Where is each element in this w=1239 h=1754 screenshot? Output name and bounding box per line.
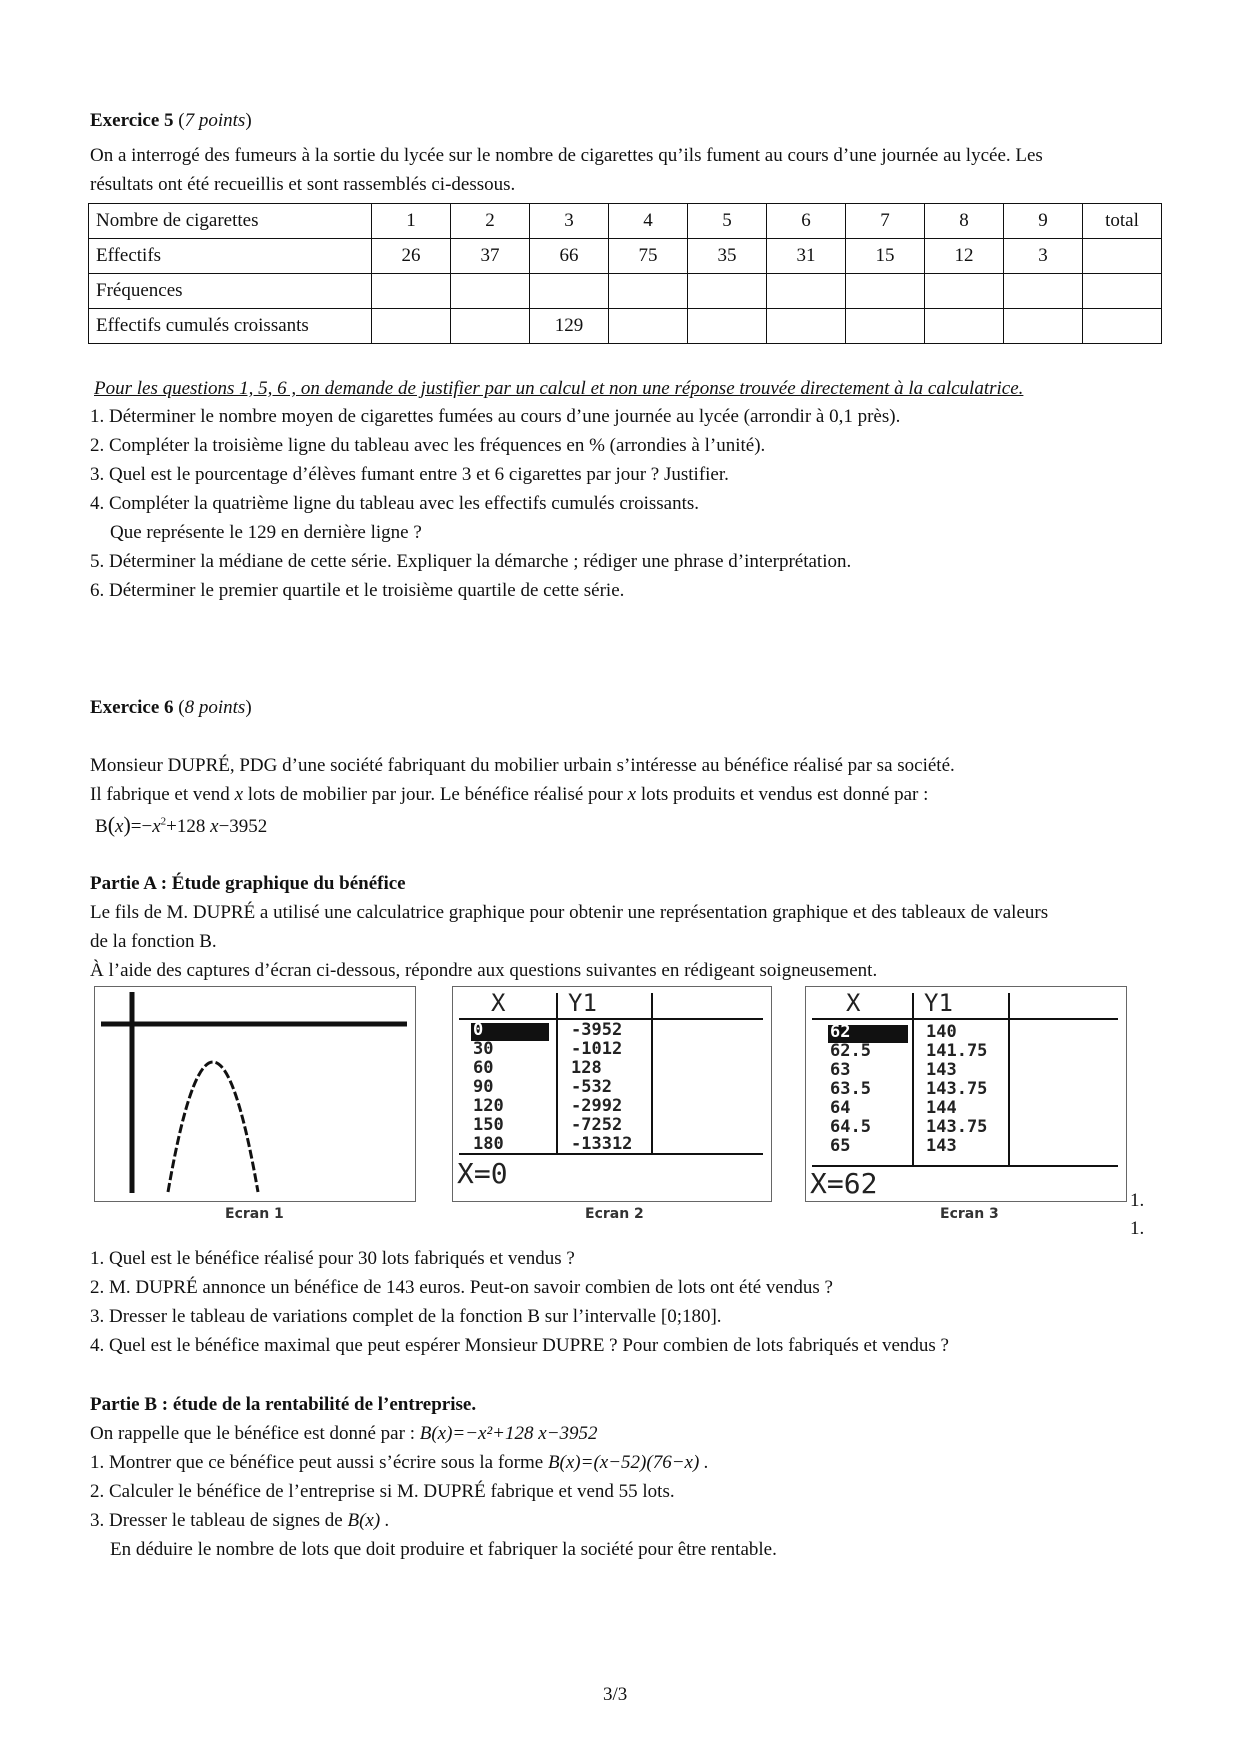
calc-cell: 63.5 <box>830 1079 871 1099</box>
calc-cell: 128 <box>571 1058 602 1078</box>
calc-cell: 143 <box>926 1060 957 1080</box>
ex6-title: Exercice 6 <box>90 697 174 718</box>
table-cell: 9 <box>1004 204 1083 239</box>
t: +128 <box>166 816 211 837</box>
partB-q2: 2. Calculer le bénéfice de l’entreprise si M. DUPRÉ fabrique et vend 55 lots. <box>90 1481 675 1502</box>
table-cell <box>609 274 688 309</box>
partA-q2: 2. M. DUPRÉ annonce un bénéfice de 143 euros. Peut-on savoir combien de lots ont été vendus ? <box>90 1277 833 1298</box>
table-cell <box>451 309 530 344</box>
ex5-q5: 5. Déterminer la médiane de cette série. Expliquer la démarche ; rédiger une phrase d’interprétation. <box>90 551 852 572</box>
table-cell: 129 <box>530 309 609 344</box>
calc-cell: 60 <box>473 1058 494 1078</box>
benefit-formula <box>95 812 267 838</box>
recall-formula: B(x)=−x²+128 x−3952 <box>419 1423 598 1444</box>
table-cell: 3 <box>530 204 609 239</box>
ex5-heading: Exercice 5 (7 points) <box>90 110 252 131</box>
ex6-intro-2 <box>90 784 928 806</box>
partB-recall <box>90 1423 598 1445</box>
row-label: Effectifs <box>89 239 372 274</box>
screen-2-table <box>452 986 772 1202</box>
ex6-heading: Exercice 6 (8 points) <box>90 697 252 718</box>
table-cell <box>451 274 530 309</box>
table-cell <box>609 309 688 344</box>
col-x-header: X <box>491 989 506 1017</box>
col-y-header: Y1 <box>924 989 953 1017</box>
screen-3-table <box>805 986 1127 1202</box>
calc-cell: 141.75 <box>926 1041 988 1061</box>
x-values <box>830 1023 871 1156</box>
table-row <box>89 239 1162 274</box>
row-label: Effectifs cumulés croissants <box>89 309 372 344</box>
ex6-intro-1: Monsieur DUPRÉ, PDG d’une société fabriquant du mobilier urbain s’intéresse au bénéfice réalisé par sa société. <box>90 755 955 776</box>
table-cell: 2 <box>451 204 530 239</box>
factored-formula: B(x)=(x−52)(76−x) . <box>547 1452 709 1473</box>
table-cell <box>372 309 451 344</box>
table-cell: 6 <box>767 204 846 239</box>
row-label: Nombre de cigarettes <box>89 204 372 239</box>
table-cell <box>1083 274 1162 309</box>
col-y-header: Y1 <box>568 989 597 1017</box>
partA-line3: À l’aide des captures d’écran ci-dessous, répondre aux questions suivantes en rédigeant soigneusement. <box>90 960 878 981</box>
calc-cell: -532 <box>571 1077 612 1097</box>
text: lots produits et vendus est donné par : <box>636 784 929 805</box>
calc-cell: 63 <box>830 1060 851 1080</box>
calc-cell: -7252 <box>571 1115 623 1135</box>
calc-cell: 144 <box>926 1098 957 1118</box>
text: Il fabrique et vend <box>90 784 235 805</box>
screen-2-caption: Ecran 2 <box>585 1206 644 1222</box>
calc-cell: 30 <box>473 1039 494 1059</box>
partA-line2: de la fonction B. <box>90 931 217 952</box>
partB-q3 <box>90 1510 390 1532</box>
calc-cell: 0 <box>473 1020 484 1040</box>
calc-cell: 180 <box>473 1134 504 1154</box>
exp: 2 <box>160 815 167 828</box>
x: x <box>210 816 219 837</box>
y-values <box>926 1023 987 1156</box>
calc-cell: 65 <box>830 1136 851 1156</box>
text: 1. Montrer que ce bénéfice peut aussi s’écrire sous la forme <box>90 1452 544 1473</box>
table-cell <box>1004 309 1083 344</box>
partA-q4: 4. Quel est le bénéfice maximal que peut espérer Monsieur DUPRE ? Pour combien de lots fabriqués et vendus ? <box>90 1335 949 1356</box>
var-x: x <box>627 784 637 805</box>
partA-line1: Le fils de M. DUPRÉ a utilisé une calculatrice graphique pour obtenir une représentation graphique et des tableaux de valeurs <box>90 902 1049 923</box>
calc-cell: 62.5 <box>830 1041 871 1061</box>
col-x-header: X <box>846 989 861 1017</box>
cigarettes-table <box>88 203 1162 344</box>
screen-1-graph <box>94 986 416 1202</box>
var-x: x <box>234 784 243 805</box>
table-cell: 31 <box>767 239 846 274</box>
table-cell <box>925 309 1004 344</box>
table-cell <box>1004 274 1083 309</box>
ex5-q4: 4. Compléter la quatrième ligne du tableau avec les effectifs cumulés croissants. <box>90 493 700 514</box>
f: B <box>95 816 108 837</box>
table-cell <box>688 274 767 309</box>
calc-cell: -3952 <box>571 1020 623 1040</box>
table-cell: 37 <box>451 239 530 274</box>
table-cell: 1 <box>372 204 451 239</box>
table-cell: 66 <box>530 239 609 274</box>
text: 3. Dresser le tableau de signes de <box>90 1510 343 1531</box>
ex5-q1: 1. Déterminer le nombre moyen de cigarettes fumées au cours d’une journée au lycée (arrondir à 0,1 près). <box>90 406 901 427</box>
x: x <box>152 816 161 837</box>
p: ( <box>107 812 116 837</box>
partA-q3: 3. Dresser le tableau de variations complet de la fonction B sur l’intervalle [0;180]. <box>90 1306 722 1327</box>
table-row <box>89 204 1162 239</box>
calc-cell: 62 <box>830 1022 851 1042</box>
ex5-intro-1: On a interrogé des fumeurs à la sortie du lycée sur le nombre de cigarettes qu’ils fument au cours d’une journée au lycée. Les <box>90 145 1043 166</box>
ex5-note: Pour les questions 1, 5, 6 , on demande de justifier par un calcul et non une réponse trouvée directement à la calculatrice. <box>94 378 1024 399</box>
table-cell <box>846 309 925 344</box>
stray-mark: 1. <box>1130 1218 1145 1239</box>
partA-title: Partie A : Étude graphique du bénéfice <box>90 873 406 894</box>
calc-cell: 140 <box>926 1022 957 1042</box>
p: ) <box>123 812 131 837</box>
calc-cell: 143.75 <box>926 1117 988 1137</box>
table-cell <box>688 309 767 344</box>
t: −3952 <box>218 816 268 837</box>
calc-cell: 150 <box>473 1115 504 1135</box>
calc-cell: 120 <box>473 1096 504 1116</box>
table-cell: 12 <box>925 239 1004 274</box>
table-cell: 35 <box>688 239 767 274</box>
partB-q1 <box>90 1452 709 1474</box>
table-cell <box>925 274 1004 309</box>
table-cell: 8 <box>925 204 1004 239</box>
table-cell <box>372 274 451 309</box>
table-cell: 5 <box>688 204 767 239</box>
ex5-q2: 2. Compléter la troisième ligne du tableau avec les fréquences en % (arrondies à l’unité). <box>90 435 766 456</box>
screen-2-footer: X=0 <box>457 1157 508 1190</box>
table-cell <box>846 274 925 309</box>
ex5-q6: 6. Déterminer le premier quartile et le troisième quartile de cette série. <box>90 580 625 601</box>
calc-cell: -1012 <box>571 1039 623 1059</box>
stray-mark: 1. <box>1130 1190 1145 1211</box>
table-cell <box>1083 309 1162 344</box>
calc-cell: 64.5 <box>830 1117 871 1137</box>
partB-title: Partie B : étude de la rentabilité de l’entreprise. <box>90 1394 477 1415</box>
table-cell: 3 <box>1004 239 1083 274</box>
calc-cell: 143.75 <box>926 1079 988 1099</box>
table-cell: 7 <box>846 204 925 239</box>
ex5-points: 7 points <box>184 110 246 131</box>
calc-cell: -2992 <box>571 1096 623 1116</box>
screen-1-caption: Ecran 1 <box>225 1206 284 1222</box>
ex5-intro-2: résultats ont été recueillis et sont rassemblés ci-dessous. <box>90 174 516 195</box>
table-cell <box>530 274 609 309</box>
ex6-points: 8 points <box>184 697 246 718</box>
table-cell: total <box>1083 204 1162 239</box>
text: lots de mobilier par jour. Le bénéfice réalisé pour <box>243 784 628 805</box>
table-cell: 15 <box>846 239 925 274</box>
eq: =− <box>130 816 153 837</box>
calc-cell: 90 <box>473 1077 494 1097</box>
x-values <box>473 1021 504 1154</box>
partA-q1: 1. Quel est le bénéfice réalisé pour 30 lots fabriqués et vendus ? <box>90 1248 575 1269</box>
table-row <box>89 274 1162 309</box>
ex5-q3: 3. Quel est le pourcentage d’élèves fumant entre 3 et 6 cigarettes par jour ? Justifier. <box>90 464 729 485</box>
calc-cell: 64 <box>830 1098 851 1118</box>
partB-q3b: En déduire le nombre de lots que doit produire et fabriquer la société pour être rentable. <box>110 1539 777 1560</box>
ex5-q4b: Que représente le 129 en dernière ligne ? <box>110 522 422 543</box>
screen-3-footer: X=62 <box>810 1167 878 1200</box>
y-values <box>571 1021 632 1154</box>
calc-cell: 143 <box>926 1136 957 1156</box>
text: On rappelle que le bénéfice est donné par : <box>90 1423 415 1444</box>
table-row <box>89 309 1162 344</box>
table-cell: 26 <box>372 239 451 274</box>
table-cell: 4 <box>609 204 688 239</box>
table-cell: 75 <box>609 239 688 274</box>
page-number: 3/3 <box>603 1684 628 1705</box>
calc-cell: -13312 <box>571 1134 633 1154</box>
screen-3-caption: Ecran 3 <box>940 1206 999 1222</box>
x: x <box>115 816 124 837</box>
parabola-graph-icon <box>95 987 415 1201</box>
table-cell <box>1083 239 1162 274</box>
table-cell <box>767 309 846 344</box>
bx: B(x) . <box>347 1510 390 1531</box>
table-cell <box>767 274 846 309</box>
row-label: Fréquences <box>89 274 372 309</box>
ex5-title: Exercice 5 <box>90 110 174 131</box>
